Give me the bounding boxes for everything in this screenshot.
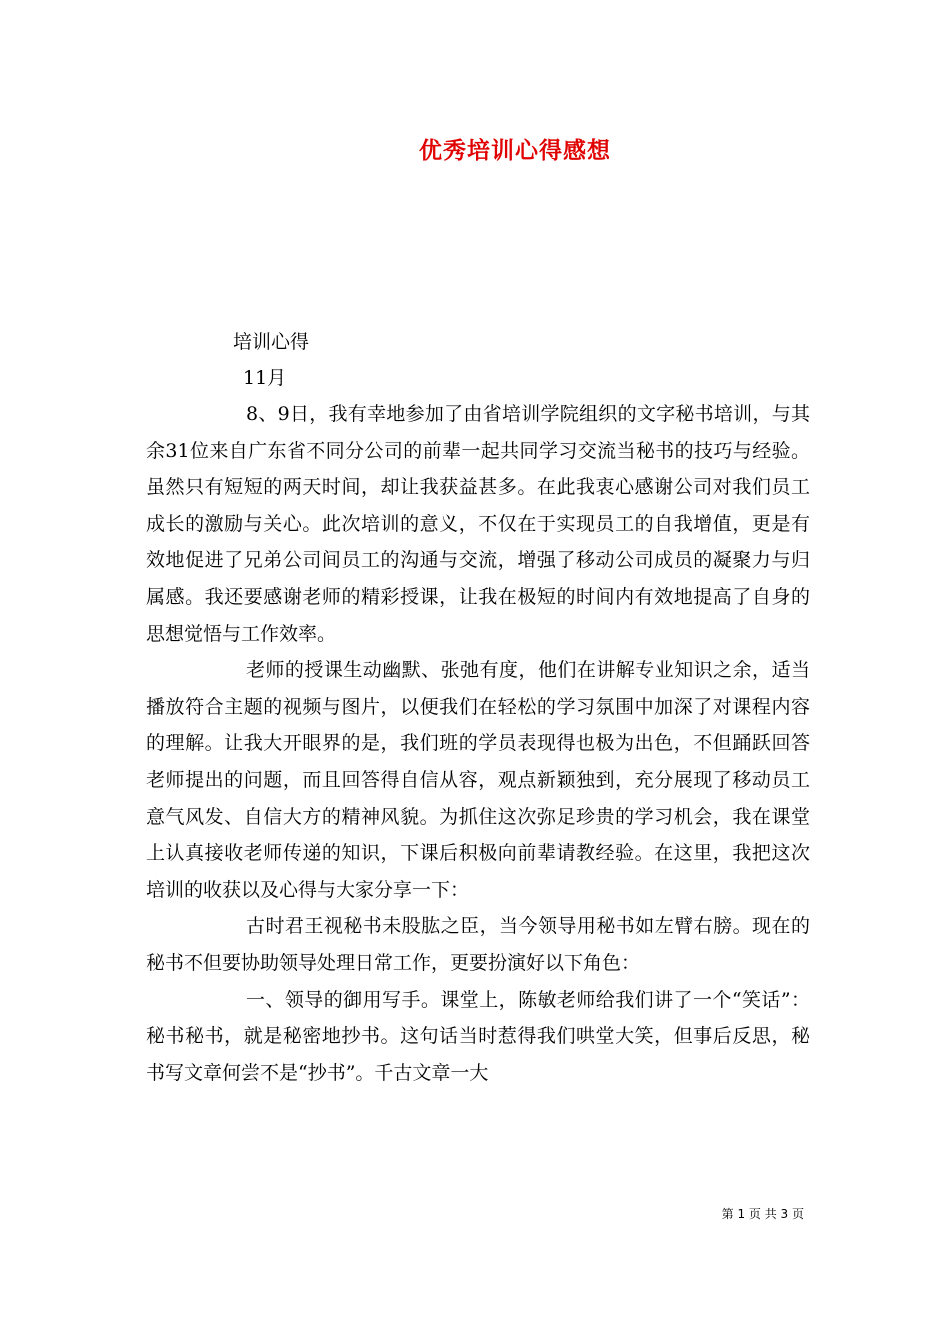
- document-subtitle: 培训心得: [233, 331, 310, 353]
- paragraph: 老师的授课生动幽默、张弛有度，他们在讲解专业知识之余，适当播放符合主题的视频与图片，以便我们在轻松的学习氛围中加深了对课程内容的理解。让我大开眼界的是，我们班的学员表现得也极为出色，不但踊跃回答老师提出的问题，而且回答得自信从容，观点新颖独到，充分展现了移动员工意气风发、自信大方的精神风貌。为抓住这次弥足珍贵的学习机会，我在课堂上认真接收老师传递的知识，下课后积极向前辈请教经验。在这里，我把这次培训的收获以及心得与大家分享一下：: [146, 659, 810, 901]
- document-title: 优秀培训心得感想: [419, 137, 611, 164]
- paragraph: 一、领导的御用写手。课堂上，陈敏老师给我们讲了一个“笑话”：秘书秘书，就是秘密地抄书。这句话当时惹得我们哄堂大笑，但事后反思，秘书写文章何尝不是“抄书”。千古文章一大: [146, 988, 810, 1084]
- document-date: 11月: [243, 367, 287, 389]
- paragraph: 8、9日，我有幸地参加了由省培训学院组织的文字秘书培训，与其余31位来自广东省不同分公司的前辈一起共同学习交流当秘书的技巧与经验。虽然只有短短的两天时间，却让我获益甚多。在此我衷心感谢公司对我们员工成长的激励与关心。此次培训的意义，不仅在于实现员工的自我增值，更是有效地促进了兄弟公司间员工的沟通与交流，增强了移动公司成员的凝聚力与归属感。我还要感谢老师的精彩授课，让我在极短的时间内有效地提高了自身的思想觉悟与工作效率。: [146, 403, 810, 645]
- document-body: [146, 396, 810, 1091]
- paragraph: 古时君王视秘书未股肱之臣，当今领导用秘书如左臂右膀。现在的秘书不但要协助领导处理日常工作，更要扮演好以下角色：: [146, 915, 810, 974]
- page-footer: 第 1 页 共 3 页: [721, 1207, 804, 1221]
